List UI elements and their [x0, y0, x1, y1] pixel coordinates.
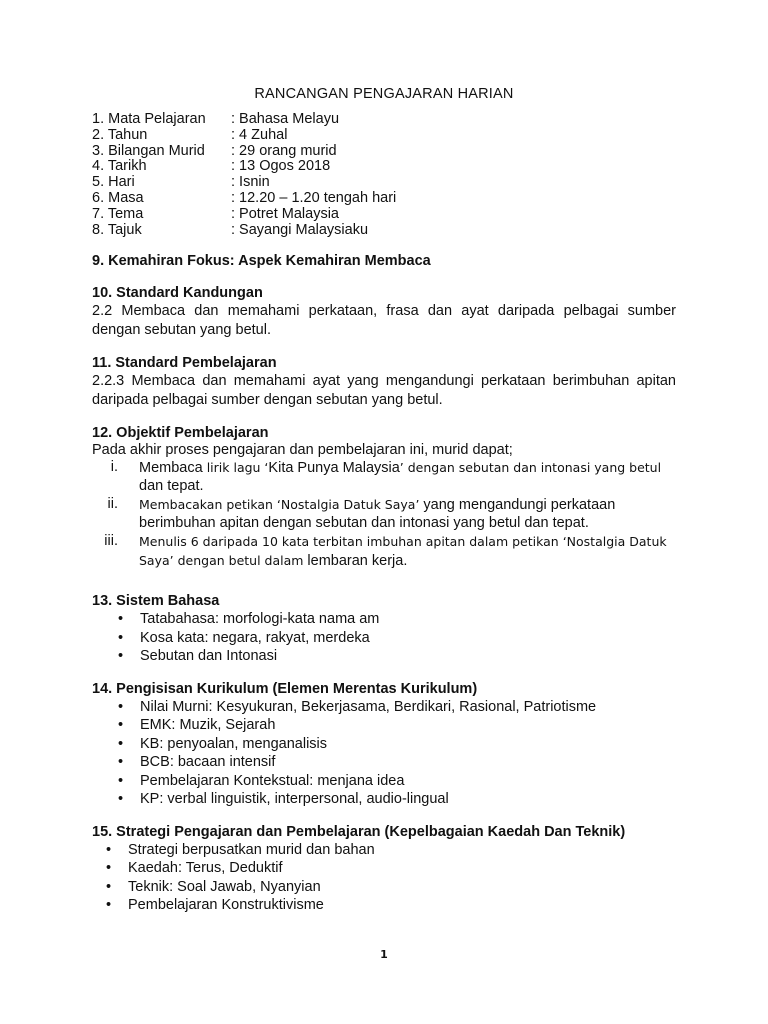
info-row — [92, 223, 396, 239]
list-item: • Tatabahasa: morfologi-kata nama am — [118, 611, 380, 628]
lesson-plan-page — [92, 86, 676, 929]
list-item: • KB: penyoalan, menganalisis — [118, 735, 328, 752]
bullet-icon: • — [118, 611, 124, 628]
info-label: 1. Mata Pelajaran — [92, 111, 206, 127]
bullet-icon: • — [118, 772, 124, 789]
info-label: 4. Tarikh — [92, 158, 147, 175]
section-heading: 11. Standard Pembelajaran — [92, 355, 277, 372]
info-label: 8. Tajuk — [92, 221, 142, 238]
list-item: • Kaedah: Terus, Deduktif — [106, 860, 283, 877]
info-label: 5. Hari — [92, 174, 135, 191]
bullet-icon: • — [118, 791, 124, 808]
section-text: 2.2.3 Membaca dan memahami ayat yang mengandungi perkataan berimbuhan apitan daripada pelbagai sumber dengan sebutan yang betul. — [92, 373, 676, 409]
info-value: : 4 Zuhal — [231, 126, 288, 143]
info-row — [92, 144, 396, 160]
bullet-icon: • — [106, 878, 112, 895]
info-value: : Sayangi Malaysiaku — [231, 221, 369, 238]
section-text: 2.2 Membaca dan memahami perkataan, frasa dan ayat daripada pelbagai sumber dengan sebutan yang betul. — [92, 303, 676, 339]
info-row — [92, 159, 396, 175]
objective-text: Menulis 6 daripada 10 kata terbitan imbuhan apitan dalam petikan ‘Nostalgia Datuk Saya’ dengan betul dalam lembaran kerja. — [139, 534, 667, 569]
section-sistem-bahasa — [92, 592, 676, 666]
info-value: : Potret Malaysia — [231, 205, 339, 222]
bullet-icon: • — [118, 629, 124, 646]
info-label: 2. Tahun — [92, 126, 148, 143]
bullet-list — [92, 610, 676, 666]
info-value: : 13 Ogos 2018 — [231, 158, 331, 175]
section-heading: 14. Pengisisan Kurikulum (Elemen Merentas Kurikulum) — [92, 680, 478, 697]
list-item: • BCB: bacaan intensif — [118, 754, 276, 771]
bullet-icon: • — [118, 754, 124, 771]
bullet-icon: • — [118, 735, 124, 752]
section-pengisian-kurikulum — [92, 680, 676, 809]
info-row — [92, 207, 396, 223]
objective-list — [92, 459, 676, 570]
list-item: • Nilai Murni: Kesyukuran, Bekerjasama, Berdikari, Rasional, Patriotisme — [118, 698, 597, 715]
section-heading: 12. Objektif Pembelajaran — [92, 425, 269, 442]
info-label: 7. Tema — [92, 205, 144, 222]
info-row — [92, 175, 396, 191]
info-value: : Bahasa Melayu — [231, 111, 340, 127]
list-item: • Teknik: Soal Jawab, Nyanyian — [106, 878, 321, 895]
section-heading: 10. Standard Kandungan — [92, 285, 263, 302]
bullet-icon: • — [118, 648, 124, 665]
list-item: • Pembelajaran Kontekstual: menjana idea — [118, 772, 405, 789]
objective-item — [92, 496, 676, 532]
info-value: : 12.20 – 1.20 tengah hari — [231, 189, 397, 206]
bullet-icon: • — [118, 698, 124, 715]
info-row — [92, 112, 396, 128]
list-item: • Pembelajaran Konstruktivisme — [106, 897, 324, 914]
section-heading: 15. Strategi Pengajaran dan Pembelajaran (Kepelbagaian Kaedah Dan Teknik) — [92, 823, 626, 840]
list-item: • KP: verbal linguistik, interpersonal, audio-lingual — [118, 791, 449, 808]
bullet-icon: • — [118, 717, 124, 734]
list-item: • Kosa kata: negara, rakyat, merdeka — [118, 629, 370, 646]
info-value: : Isnin — [231, 174, 270, 191]
info-label: 3. Bilangan Murid — [92, 142, 205, 159]
bullet-icon: • — [106, 841, 112, 858]
info-label: 6. Masa — [92, 189, 144, 206]
objective-number: iii. — [104, 533, 118, 550]
section-kemahiran-fokus — [92, 252, 676, 270]
lesson-info-table — [92, 112, 396, 238]
objective-text: Membaca lirik lagu ‘Kita Punya Malaysia’ dengan sebutan dan intonasi yang betul dan tepat. — [139, 460, 662, 494]
bullet-icon: • — [106, 860, 112, 877]
page-number: 1 — [380, 948, 388, 961]
section-strategi-pengajaran — [92, 823, 676, 915]
info-row — [92, 191, 396, 207]
objective-item — [92, 533, 676, 570]
section-heading: 13. Sistem Bahasa — [92, 593, 220, 610]
list-item: • Strategi berpusatkan murid dan bahan — [106, 841, 375, 858]
objective-number: ii. — [107, 496, 118, 513]
bullet-icon: • — [106, 897, 112, 914]
section-heading: 9. Kemahiran Fokus: Aspek Kemahiran Membaca — [92, 253, 431, 270]
bullet-list — [92, 841, 676, 915]
section-standard-kandungan — [92, 284, 676, 340]
section-intro: Pada akhir proses pengajaran dan pembelajaran ini, murid dapat; — [92, 442, 513, 459]
objective-item — [92, 459, 676, 495]
objective-number: i. — [110, 459, 118, 476]
section-objektif-pembelajaran — [92, 424, 676, 570]
objective-text: Membacakan petikan ‘Nostalgia Datuk Saya’ yang mengandungi perkataan berimbuhan apitan dengan sebutan dan intonasi yang betul dan tepat. — [139, 497, 616, 531]
info-row — [92, 128, 396, 144]
section-standard-pembelajaran — [92, 354, 676, 410]
list-item: • EMK: Muzik, Sejarah — [118, 717, 276, 734]
list-item: • Sebutan dan Intonasi — [118, 648, 278, 665]
info-value: : 29 orang murid — [231, 142, 337, 159]
document-title: RANCANGAN PENGAJARAN HARIAN — [254, 86, 514, 102]
bullet-list — [92, 698, 676, 809]
